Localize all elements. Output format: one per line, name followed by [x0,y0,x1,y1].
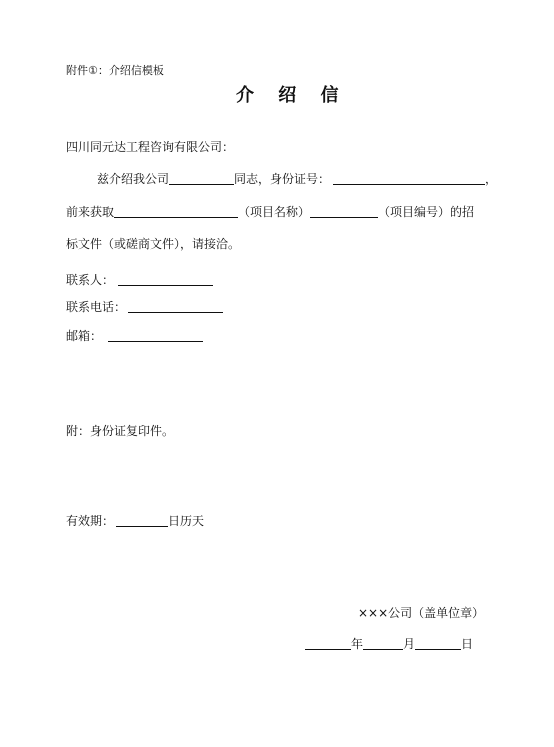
validity-label: 有效期： [66,514,115,528]
contact-person-blank[interactable] [118,273,213,286]
purpose-prefix: 前来获取 [66,205,115,219]
id-number-blank[interactable] [333,172,485,185]
email-line [66,327,203,344]
day-blank[interactable] [415,637,461,650]
validity-unit: 日历天 [168,514,205,528]
contact-person-label: 联系人： [66,273,115,287]
intro-suffix: ， [485,172,498,186]
purpose-line [66,203,474,220]
project-no-blank[interactable] [310,205,378,218]
email-blank[interactable] [108,329,203,342]
year-label: 年 [351,637,364,651]
intro-middle: 同志，身份证号： [234,172,331,186]
contact-phone-line [66,298,223,315]
attachment-line: 附：身份证复印件。 [66,424,175,438]
validity-line [66,512,204,529]
purpose-line-cont: 标文件（或磋商文件），请接洽。 [66,237,241,251]
recipient: 四川同元达工程咨询有限公司： [66,140,235,154]
name-blank[interactable] [169,172,234,185]
project-name-blank[interactable] [114,205,238,218]
project-no-label: （项目编号）的招 [378,205,475,219]
signature: ×××公司（盖单位章） [358,606,485,620]
intro-line [97,170,497,187]
month-blank[interactable] [363,637,403,650]
year-blank[interactable] [305,637,351,650]
attachment-note: 附件①：介绍信模板 [66,64,164,77]
contact-person-line [66,271,213,288]
date-line [305,635,473,652]
validity-blank[interactable] [116,514,168,527]
letter-title: 介 绍 信 [236,85,348,106]
intro-prefix: 兹介绍我公司 [97,172,170,186]
email-label: 邮箱： [66,329,103,343]
day-label: 日 [461,637,474,651]
contact-phone-label: 联系电话： [66,300,127,314]
month-label: 月 [403,637,416,651]
project-name-label: （项目名称） [238,205,311,219]
contact-phone-blank[interactable] [128,300,223,313]
